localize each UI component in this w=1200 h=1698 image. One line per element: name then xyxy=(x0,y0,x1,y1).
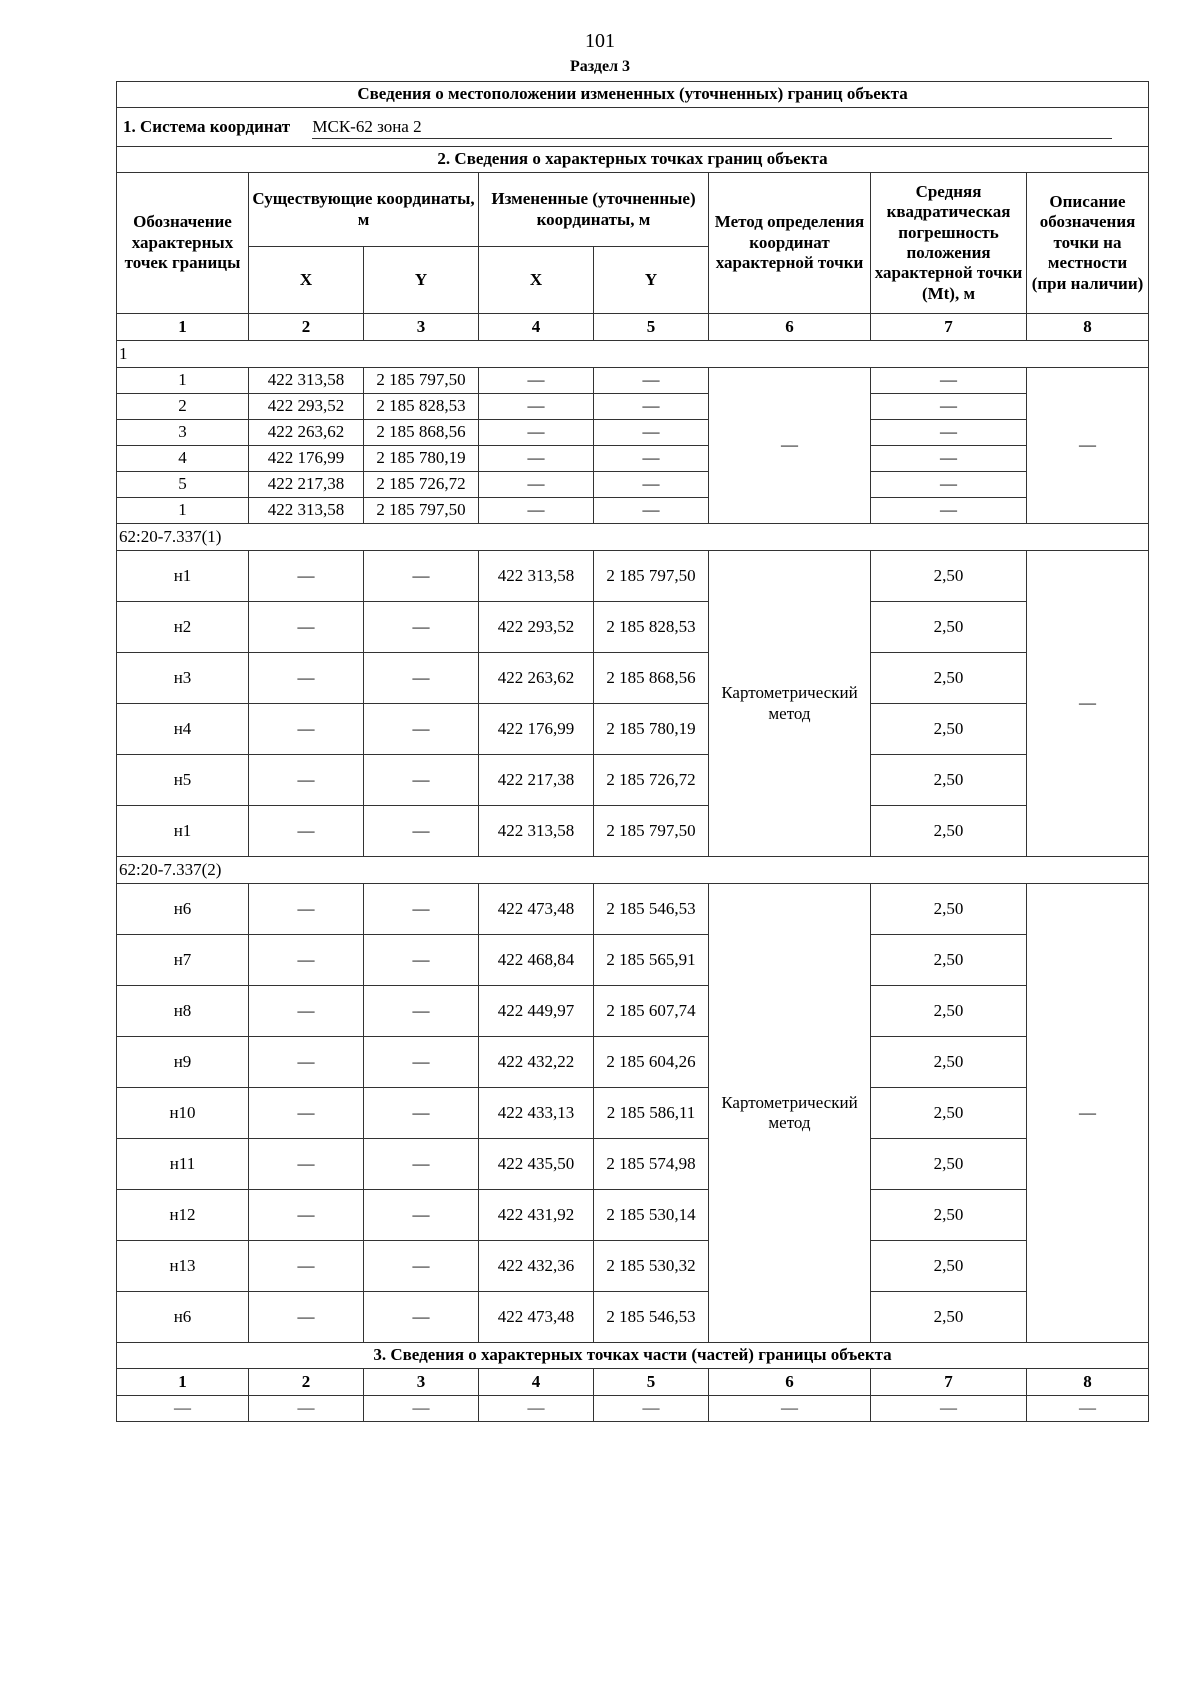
cell-ey: — xyxy=(364,551,479,602)
cell-nx: 422 468,84 xyxy=(479,935,594,986)
cell-ex: — xyxy=(249,986,364,1037)
cell-point: н1 xyxy=(117,551,249,602)
cell-ex: — xyxy=(249,1241,364,1292)
table-row xyxy=(117,806,1149,857)
cell-point: н6 xyxy=(117,1292,249,1343)
method-cell: Картометрический метод xyxy=(709,551,871,857)
table-row xyxy=(117,602,1149,653)
coordinate-system-label: 1. Система координат xyxy=(123,116,291,136)
column-number-3: 3 xyxy=(364,314,479,341)
cell-ey: — xyxy=(364,653,479,704)
cell-ey: — xyxy=(364,602,479,653)
cell-ex: 422 313,58 xyxy=(249,368,364,394)
page-number: 101 xyxy=(585,30,615,52)
description-cell: — xyxy=(1027,368,1149,524)
part-column-number-7: 7 xyxy=(871,1369,1027,1396)
cell-ny: 2 185 797,50 xyxy=(594,551,709,602)
part-number-row xyxy=(117,1369,1149,1396)
cell-mt: 2,50 xyxy=(871,602,1027,653)
cell-nx: 422 435,50 xyxy=(479,1139,594,1190)
cell-point: 4 xyxy=(117,446,249,472)
cell-ny: 2 185 726,72 xyxy=(594,755,709,806)
cell-mt: — xyxy=(871,368,1027,394)
cell-mt: — xyxy=(871,446,1027,472)
cell-ex: — xyxy=(249,602,364,653)
cell-mt: 2,50 xyxy=(871,755,1027,806)
part-column-number-6: 6 xyxy=(709,1369,871,1396)
cell-nx: 422 473,48 xyxy=(479,884,594,935)
cell-ex: — xyxy=(249,806,364,857)
cell-ny: 2 185 607,74 xyxy=(594,986,709,1037)
cell-point: н11 xyxy=(117,1139,249,1190)
table-row xyxy=(117,1241,1149,1292)
cell-nx: 422 313,58 xyxy=(479,806,594,857)
cell-ex: — xyxy=(249,1139,364,1190)
column-number-7: 7 xyxy=(871,314,1027,341)
group-name: 62:20-7.337(2) xyxy=(117,857,1149,884)
cell-ny: 2 185 574,98 xyxy=(594,1139,709,1190)
boundary-form-table xyxy=(116,81,1149,1422)
cell-ex: — xyxy=(249,755,364,806)
header-description: Описание обозначения точки на местности (при наличии) xyxy=(1027,173,1149,314)
cell-ey: 2 185 797,50 xyxy=(364,368,479,394)
cell-ny: — xyxy=(594,472,709,498)
table-row xyxy=(117,884,1149,935)
cell-ey: — xyxy=(364,1088,479,1139)
part-column-number-5: 5 xyxy=(594,1369,709,1396)
part-cell: — xyxy=(594,1396,709,1422)
cell-nx: 422 449,97 xyxy=(479,986,594,1037)
cell-ey: — xyxy=(364,1139,479,1190)
cell-ny: 2 185 604,26 xyxy=(594,1037,709,1088)
cell-ex: 422 263,62 xyxy=(249,420,364,446)
cell-nx: 422 176,99 xyxy=(479,704,594,755)
cell-ex: — xyxy=(249,551,364,602)
header-changed-y: Y xyxy=(594,247,709,314)
cell-point: 5 xyxy=(117,472,249,498)
cell-ey: 2 185 797,50 xyxy=(364,498,479,524)
part-column-number-4: 4 xyxy=(479,1369,594,1396)
cell-nx: — xyxy=(479,420,594,446)
cell-point: н7 xyxy=(117,935,249,986)
header-existing-y: Y xyxy=(364,247,479,314)
cell-ex: 422 293,52 xyxy=(249,394,364,420)
cell-ex: — xyxy=(249,935,364,986)
table-row xyxy=(117,394,1149,420)
cell-ny: 2 185 797,50 xyxy=(594,806,709,857)
cell-mt: 2,50 xyxy=(871,806,1027,857)
cell-mt: 2,50 xyxy=(871,1037,1027,1088)
cell-point: н5 xyxy=(117,755,249,806)
part-column-number-8: 8 xyxy=(1027,1369,1149,1396)
cell-ny: 2 185 565,91 xyxy=(594,935,709,986)
table-row xyxy=(117,755,1149,806)
section-heading: Раздел 3 xyxy=(569,58,631,75)
cell-mt: 2,50 xyxy=(871,1139,1027,1190)
cell-ny: 2 185 586,11 xyxy=(594,1088,709,1139)
cell-ey: — xyxy=(364,884,479,935)
part-cell: — xyxy=(871,1396,1027,1422)
cell-ex: — xyxy=(249,884,364,935)
cell-nx: 422 473,48 xyxy=(479,1292,594,1343)
cell-ey: 2 185 780,19 xyxy=(364,446,479,472)
table-row xyxy=(117,1037,1149,1088)
table-row xyxy=(117,472,1149,498)
cell-nx: 422 263,62 xyxy=(479,653,594,704)
cell-mt: 2,50 xyxy=(871,1190,1027,1241)
column-number-4: 4 xyxy=(479,314,594,341)
cell-ey: — xyxy=(364,1190,479,1241)
cell-nx: 422 217,38 xyxy=(479,755,594,806)
cell-nx: — xyxy=(479,394,594,420)
method-cell: — xyxy=(709,368,871,524)
group-row xyxy=(117,857,1149,884)
cell-ex: — xyxy=(249,1037,364,1088)
cell-ny: — xyxy=(594,394,709,420)
cell-ny: — xyxy=(594,498,709,524)
cell-mt: 2,50 xyxy=(871,986,1027,1037)
cell-ny: 2 185 530,32 xyxy=(594,1241,709,1292)
cell-nx: 422 293,52 xyxy=(479,602,594,653)
header-existing-coords: Существующие координаты, м xyxy=(249,173,479,247)
cell-mt: 2,50 xyxy=(871,551,1027,602)
part-column-number-1: 1 xyxy=(117,1369,249,1396)
cell-point: н4 xyxy=(117,704,249,755)
column-number-5: 5 xyxy=(594,314,709,341)
cell-ex: 422 217,38 xyxy=(249,472,364,498)
cell-nx: 422 432,36 xyxy=(479,1241,594,1292)
description-cell: — xyxy=(1027,551,1149,857)
cell-ey: — xyxy=(364,935,479,986)
table-row xyxy=(117,1292,1149,1343)
cell-ex: — xyxy=(249,1292,364,1343)
table-row xyxy=(117,653,1149,704)
part-row xyxy=(117,1396,1149,1422)
cell-ey: — xyxy=(364,755,479,806)
table-row xyxy=(117,1088,1149,1139)
header-changed-coords: Измененные (уточненные) координаты, м xyxy=(479,173,709,247)
cell-point: 1 xyxy=(117,498,249,524)
group-name: 1 xyxy=(117,341,1149,368)
header-existing-x: X xyxy=(249,247,364,314)
cell-ey: — xyxy=(364,704,479,755)
cell-point: 3 xyxy=(117,420,249,446)
cell-ex: — xyxy=(249,653,364,704)
cell-nx: — xyxy=(479,472,594,498)
cell-ny: — xyxy=(594,446,709,472)
cell-ny: — xyxy=(594,420,709,446)
header-changed-x: X xyxy=(479,247,594,314)
part-cell: — xyxy=(249,1396,364,1422)
description-cell: — xyxy=(1027,884,1149,1343)
cell-ey: — xyxy=(364,1292,479,1343)
table-row xyxy=(117,420,1149,446)
part-cell: — xyxy=(364,1396,479,1422)
table-row xyxy=(117,446,1149,472)
cell-ny: — xyxy=(594,368,709,394)
cell-nx: — xyxy=(479,498,594,524)
cell-ny: 2 185 546,53 xyxy=(594,884,709,935)
subsection-3-row xyxy=(117,1343,1149,1369)
cell-nx: — xyxy=(479,368,594,394)
part-column-number-2: 2 xyxy=(249,1369,364,1396)
cell-ny: 2 185 828,53 xyxy=(594,602,709,653)
cell-ny: 2 185 546,53 xyxy=(594,1292,709,1343)
cell-mt: 2,50 xyxy=(871,653,1027,704)
cell-mt: — xyxy=(871,498,1027,524)
part-cell: — xyxy=(479,1396,594,1422)
header-point-designation: Обозначение характерных точек границы xyxy=(117,173,249,314)
table-row xyxy=(117,1139,1149,1190)
cell-ny: 2 185 780,19 xyxy=(594,704,709,755)
column-number-8: 8 xyxy=(1027,314,1149,341)
cell-mt: — xyxy=(871,420,1027,446)
cell-point: н9 xyxy=(117,1037,249,1088)
cell-point: 2 xyxy=(117,394,249,420)
cell-nx: 422 433,13 xyxy=(479,1088,594,1139)
cell-ey: 2 185 868,56 xyxy=(364,420,479,446)
form-title: Сведения о местоположении измененных (уточненных) границ объекта xyxy=(117,82,1149,108)
table-row xyxy=(117,551,1149,602)
cell-ey: — xyxy=(364,806,479,857)
cell-nx: 422 313,58 xyxy=(479,551,594,602)
part-column-number-3: 3 xyxy=(364,1369,479,1396)
cell-point: н1 xyxy=(117,806,249,857)
cell-point: н10 xyxy=(117,1088,249,1139)
cell-mt: 2,50 xyxy=(871,704,1027,755)
cell-ex: — xyxy=(249,704,364,755)
cell-nx: 422 432,22 xyxy=(479,1037,594,1088)
subsection-2-heading: 2. Сведения о характерных точках границ объекта xyxy=(117,147,1149,173)
cell-point: н12 xyxy=(117,1190,249,1241)
cell-mt: — xyxy=(871,472,1027,498)
cell-ex: 422 176,99 xyxy=(249,446,364,472)
cell-mt: 2,50 xyxy=(871,884,1027,935)
table-row xyxy=(117,498,1149,524)
cell-ex: — xyxy=(249,1088,364,1139)
table-row xyxy=(117,368,1149,394)
coordinate-system-row xyxy=(117,108,1149,147)
cell-ey: 2 185 828,53 xyxy=(364,394,479,420)
subsection-3-heading: 3. Сведения о характерных точках части (частей) границы объекта xyxy=(117,1343,1149,1369)
table-row xyxy=(117,704,1149,755)
cell-mt: 2,50 xyxy=(871,935,1027,986)
group-row xyxy=(117,524,1149,551)
cell-ny: 2 185 530,14 xyxy=(594,1190,709,1241)
column-number-2: 2 xyxy=(249,314,364,341)
cell-nx: 422 431,92 xyxy=(479,1190,594,1241)
cell-ey: — xyxy=(364,986,479,1037)
cell-nx: — xyxy=(479,446,594,472)
cell-point: н8 xyxy=(117,986,249,1037)
cell-ey: — xyxy=(364,1037,479,1088)
column-number-1: 1 xyxy=(117,314,249,341)
cell-point: 1 xyxy=(117,368,249,394)
cell-ex: — xyxy=(249,1190,364,1241)
column-number-6: 6 xyxy=(709,314,871,341)
cell-point: н2 xyxy=(117,602,249,653)
group-row xyxy=(117,341,1149,368)
coordinate-system-value: МСК-62 зона 2 xyxy=(312,116,1112,139)
cell-point: н13 xyxy=(117,1241,249,1292)
part-cell: — xyxy=(709,1396,871,1422)
cell-ey: 2 185 726,72 xyxy=(364,472,479,498)
table-row xyxy=(117,935,1149,986)
cell-mt: 2,50 xyxy=(871,1292,1027,1343)
part-cell: — xyxy=(1027,1396,1149,1422)
cell-ex: 422 313,58 xyxy=(249,498,364,524)
cell-ny: 2 185 868,56 xyxy=(594,653,709,704)
cell-ey: — xyxy=(364,1241,479,1292)
part-cell: — xyxy=(117,1396,249,1422)
cell-point: н3 xyxy=(117,653,249,704)
group-name: 62:20-7.337(1) xyxy=(117,524,1149,551)
cell-mt: — xyxy=(871,394,1027,420)
header-mean-error: Средняя квадратическая погрешность положения характерной точки (Mt), м xyxy=(871,173,1027,314)
cell-mt: 2,50 xyxy=(871,1088,1027,1139)
header-method: Метод определения координат характерной точки xyxy=(709,173,871,314)
method-cell: Картометрический метод xyxy=(709,884,871,1343)
table-row xyxy=(117,986,1149,1037)
table-row xyxy=(117,1190,1149,1241)
cell-point: н6 xyxy=(117,884,249,935)
cell-mt: 2,50 xyxy=(871,1241,1027,1292)
